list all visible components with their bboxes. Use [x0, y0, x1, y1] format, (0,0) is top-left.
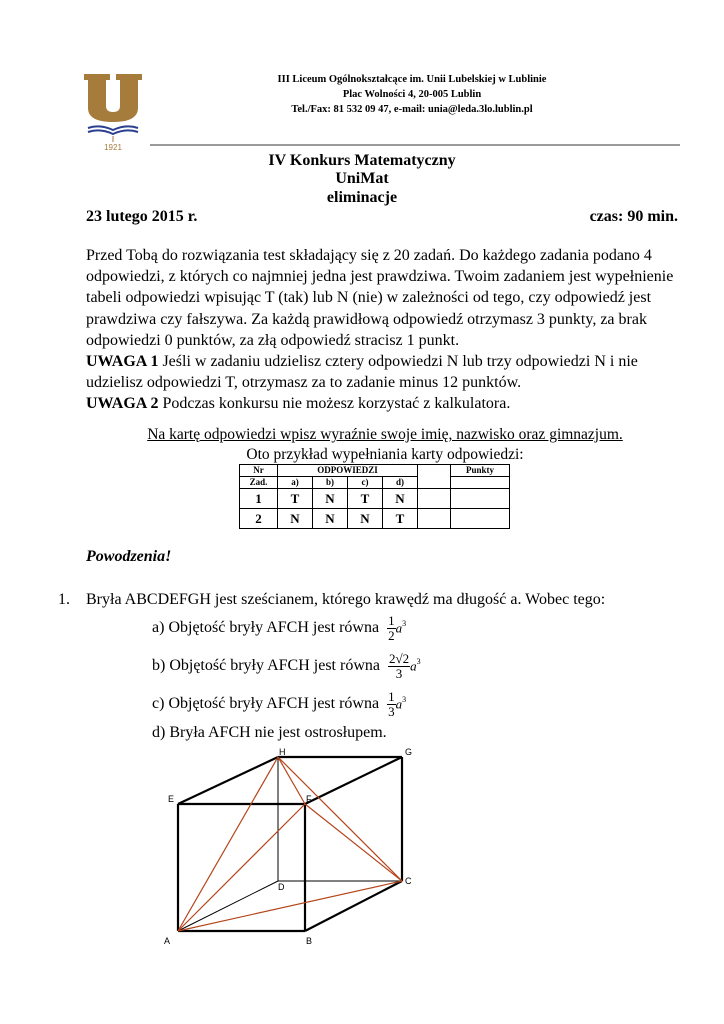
fraction-denominator: 2	[388, 628, 395, 643]
table-row	[240, 509, 510, 529]
option-text: Objętość bryły AFCH jest równa	[168, 695, 380, 713]
header-divider	[150, 144, 680, 146]
vertex-label-b: B	[306, 936, 313, 946]
empty-cell	[418, 509, 451, 529]
vertex-label-h: H	[279, 747, 286, 757]
fraction-numerator: 1	[388, 613, 395, 628]
contest-stage: eliminacje	[326, 189, 398, 206]
note2-label: UWAGA 2	[86, 395, 159, 413]
instructions-block	[86, 245, 686, 415]
vertex-label-e: E	[168, 794, 175, 804]
empty-cell	[418, 489, 451, 509]
header-b: b)	[313, 477, 348, 489]
answer-cell: N	[313, 489, 348, 509]
tetra-edge-AC	[178, 881, 402, 931]
question-number: 1.	[58, 591, 70, 608]
exponent: 3	[402, 618, 407, 628]
header-empty	[418, 465, 451, 489]
contest-date: 23 lutego 2015 r.	[86, 208, 198, 225]
tetra-edge-FC	[305, 804, 402, 881]
school-logo	[84, 72, 142, 156]
header-zad: Zad.	[240, 477, 278, 489]
answer-card-instruction: Na kartę odpowiedzi wpisz wyraźnie swoje imię, nazwisko oraz gimnazjum.	[147, 426, 623, 443]
note1-text: Jeśli w zadaniu udzielisz cztery odpowiedzi N lub trzy odpowiedzi N i nie udzielisz odpowiedzi T, otrzymasz za to zadanie minus 12 punktów.	[86, 353, 638, 392]
contest-name: UniMat	[335, 170, 389, 187]
option-text: Bryła AFCH nie jest ostrosłupem.	[169, 724, 387, 741]
fraction-numerator: 2√2	[388, 651, 410, 666]
tetra-edge-HC	[278, 757, 402, 881]
logo-letter-u	[88, 76, 138, 122]
fraction	[388, 652, 410, 681]
row-number: 1	[240, 489, 278, 509]
good-luck-text: Powodzenia!	[86, 548, 172, 565]
table-row	[240, 489, 510, 509]
exponent: 3	[416, 656, 421, 666]
school-name: III Liceum Ogólnokształcące im. Unii Lubelskiej w Lublinie	[277, 74, 547, 85]
tetra-edge-AH	[178, 757, 278, 931]
cube-diagram	[160, 744, 430, 954]
answer-cell: T	[348, 489, 383, 509]
answer-cell: N	[313, 509, 348, 529]
example-caption: Oto przykład wypełniania karty odpowiedzi:	[246, 446, 524, 463]
vertex-label-c: C	[405, 876, 412, 886]
book-icon	[88, 126, 138, 134]
answer-cell: N	[383, 489, 418, 509]
answer-cell: N	[348, 509, 383, 529]
header-c: c)	[348, 477, 383, 489]
tetra-edge-AF	[178, 804, 305, 931]
question-text: Bryła ABCDEFGH jest sześcianem, którego krawędź ma długość a. Wobec tego:	[86, 591, 606, 608]
header-answers: ODPOWIEDZI	[278, 465, 418, 477]
points-cell	[451, 489, 510, 509]
answer-cell: N	[278, 509, 313, 529]
note1-label: UWAGA 1	[86, 353, 159, 371]
header-points: Punkty	[451, 465, 510, 477]
vertex-label-d: D	[278, 882, 285, 892]
answer-cell: T	[383, 509, 418, 529]
header-points-sub	[451, 477, 510, 489]
option-label: a)	[152, 619, 165, 637]
variable: a	[395, 620, 403, 636]
option-text: Objętość bryły AFCH jest równa	[168, 619, 380, 637]
school-header	[200, 72, 624, 117]
contest-time: czas: 90 min.	[589, 208, 678, 225]
option-label: c)	[152, 695, 165, 713]
edge-BC	[305, 881, 402, 931]
vertex-label-f: F	[306, 794, 312, 804]
vertex-label-g: G	[405, 747, 413, 757]
header-d: d)	[383, 477, 418, 489]
exponent: 3	[402, 694, 407, 704]
option-c	[152, 690, 406, 719]
variable: a	[410, 658, 417, 674]
instructions-paragraph: Przed Tobą do rozwiązania test składający się z 20 zadań. Do każdego zadania podano 4 odpowiedzi, z których co najmniej jedna jest prawdziwa. Twoim zadaniem jest wypełnienie tabeli odpowiedzi wpisując T (tak) lub N (nie) w zależności od tego, czy odpowiedź jest prawdziwa czy fałszywa. Za każdą prawidłową odpowiedź otrzymasz 3 punkty, za brak odpowiedzi 0 punktów, za złą odpowiedź stracisz 1 punkt.	[86, 247, 674, 349]
fraction-denominator: 3	[395, 666, 403, 681]
option-label: d)	[152, 724, 166, 741]
note2-text: Podczas konkursu nie możesz korzystać z kalkulatora.	[158, 395, 511, 413]
edge-FG	[305, 757, 402, 804]
points-cell	[451, 509, 510, 529]
header-a: a)	[278, 477, 313, 489]
edge-EH	[178, 757, 278, 804]
fraction	[387, 614, 396, 643]
fraction	[387, 690, 396, 719]
contest-title: IV Konkurs Matematyczny	[268, 152, 456, 169]
option-d	[152, 724, 387, 742]
logo-year: 1921	[104, 143, 122, 152]
option-text: Objętość bryły AFCH jest równa	[169, 657, 380, 675]
row-number: 2	[240, 509, 278, 529]
option-a	[152, 614, 406, 643]
fraction-numerator: 1	[388, 689, 395, 704]
fraction-denominator: 3	[388, 704, 395, 719]
school-address: Plac Wolności 4, 20-005 Lublin	[342, 89, 482, 100]
example-answer-table	[239, 464, 510, 529]
header-nr: Nr	[240, 465, 278, 477]
variable: a	[395, 696, 403, 712]
answer-cell: T	[278, 489, 313, 509]
option-b	[152, 652, 421, 681]
option-label: b)	[152, 657, 166, 675]
school-contact: Tel./Fax: 81 532 09 47, e-mail: unia@leda.3lo.lublin.pl	[291, 104, 533, 115]
vertex-label-a: A	[164, 936, 171, 946]
